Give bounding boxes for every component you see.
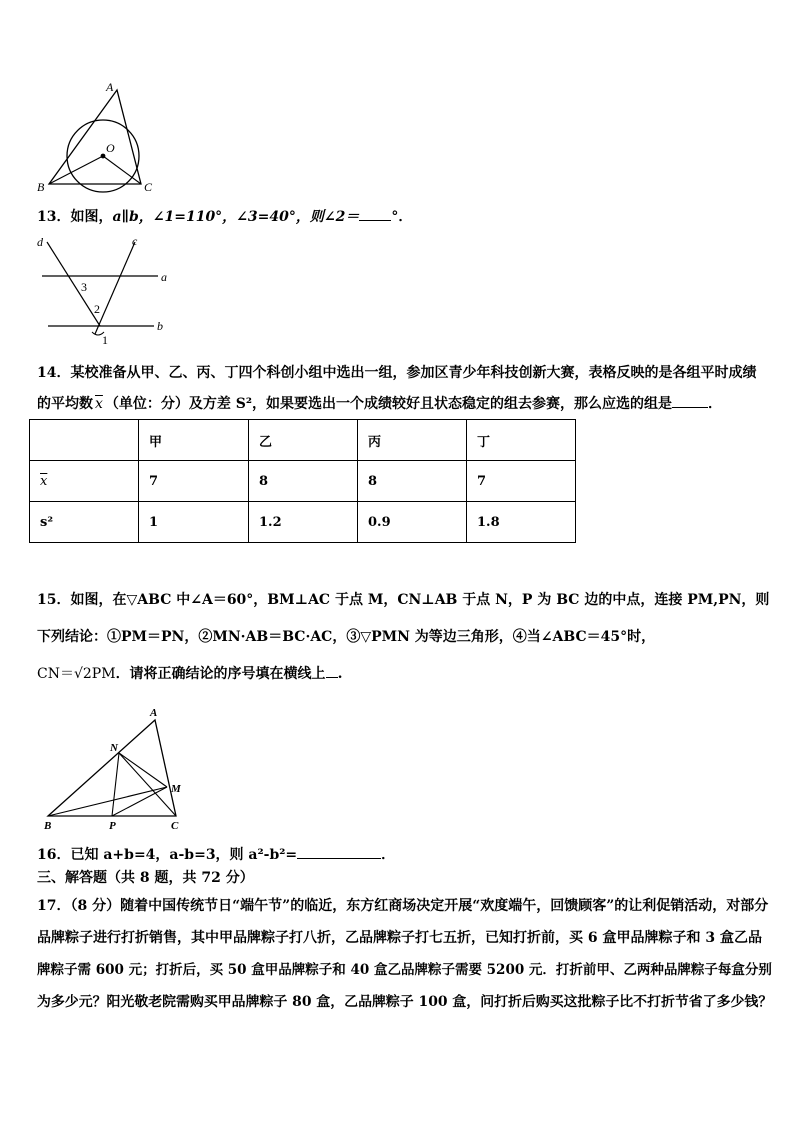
q16-suffix: ．: [381, 847, 396, 863]
table-row-variance: [30, 502, 576, 543]
question-15-line2: 下列结论：①PM＝PN，②MN·AB＝BC·AC，③▽PMN 为等边三角形，④当∠ABC＝45°时，: [37, 629, 656, 645]
table-cell: 1.8: [467, 502, 576, 543]
label-b: B: [44, 820, 52, 832]
label-c: C: [171, 820, 179, 832]
q14-answer-blank[interactable]: [672, 393, 708, 408]
table-header-yi: 乙: [249, 420, 358, 461]
q13-suffix: °．: [391, 209, 413, 225]
label-d: d: [37, 235, 43, 249]
q16-answer-blank[interactable]: [297, 844, 381, 859]
question-13: [37, 206, 412, 227]
center-dot: [101, 154, 106, 159]
line-c: [95, 242, 135, 334]
question-15-line3: [37, 663, 342, 684]
table-cell: 1: [139, 502, 249, 543]
label-b: B: [37, 180, 45, 194]
label-c-line: c: [132, 234, 138, 248]
label-2: 2: [94, 302, 100, 316]
question-17-line1: 17．（8 分）随着中国传统节日“端午节”的临近，东方红商场决定开展“欢度端午，回馈顾客”的让利促销活动，对部分: [37, 898, 769, 914]
label-a: A: [106, 80, 114, 94]
label-3: 3: [81, 280, 87, 294]
q16-text: 16．已知 a+b=4，a-b=3，则 a²-b²=: [37, 847, 298, 863]
q13-answer-blank[interactable]: [359, 206, 391, 221]
q14-line2-start: 的平均数: [37, 396, 93, 412]
triangle-outline: [48, 720, 176, 816]
table-cell: 7: [139, 461, 249, 502]
table-header-jia: 甲: [139, 420, 249, 461]
label-m: M: [171, 783, 181, 795]
q14-line2-end: ．: [708, 396, 723, 412]
label-b-line: b: [157, 319, 163, 333]
table-cell: 7: [467, 461, 576, 502]
table-header-bing: 丙: [358, 420, 467, 461]
label-a: A: [150, 707, 158, 719]
variance-label: s²: [30, 502, 139, 543]
question-17-line3: 牌粽子需 600 元；打折后，买 50 盒甲品牌粽子和 40 盒乙品牌粽子需要 5200 元．打折前甲、乙两种品牌粽子每盒分别: [37, 962, 772, 978]
q13-body: a∥b，∠1=110°，∠3=40°，则∠2＝: [112, 209, 360, 225]
mean-label: [30, 461, 139, 502]
q15-line3-mid: ．请将正确结论的序号填在横线上: [115, 666, 326, 682]
question-17-line2: 品牌粽子进行打折销售，其中甲品牌粽子打八折，乙品牌粽子打七五折，已知打折前，买 6 盒甲品牌粽子和 3 盒乙品: [37, 930, 762, 946]
table-cell: 8: [358, 461, 467, 502]
segment-cn: [119, 753, 176, 816]
label-o: O: [106, 141, 115, 155]
scores-table: [29, 419, 576, 543]
q13-prefix: 13．如图，: [37, 209, 113, 225]
triangle-abc-figure: [40, 704, 188, 836]
xbar-symbol: $\overline{x}$: [95, 396, 103, 412]
segment-bm: [48, 787, 167, 816]
table-cell: 1.2: [249, 502, 358, 543]
label-c: C: [144, 180, 153, 194]
question-17-line4: 为多少元？阳光敬老院需购买甲品牌粽子 80 盒，乙品牌粽子 100 盒，问打折后购买这批粽子比不打折节省了多少钱？: [37, 994, 773, 1010]
triangle-abc: [49, 90, 141, 184]
label-n: N: [110, 742, 118, 754]
question-16: [37, 844, 395, 865]
table-header-row: [30, 420, 576, 461]
circle-triangle-figure: [34, 78, 158, 196]
table-cell: 8: [249, 461, 358, 502]
sqrt-expression: √2PM: [73, 666, 116, 682]
q14-line2-mid: （单位：分）及方差 S²，如果要选出一个成绩较好且状态稳定的组去参赛，那么应选的组是: [104, 396, 673, 412]
q15-answer-blank[interactable]: [326, 663, 338, 678]
xbar-symbol-table: $\overline{x}$: [40, 473, 48, 489]
table-cell: 0.9: [358, 502, 467, 543]
label-a-line: a: [161, 270, 167, 284]
segment-pn: [112, 753, 119, 816]
table-cell: [30, 420, 139, 461]
segment-pm: [112, 787, 167, 816]
parallel-lines-figure: [34, 232, 174, 350]
table-header-ding: 丁: [467, 420, 576, 461]
table-row-mean: [30, 461, 576, 502]
label-1: 1: [102, 333, 108, 347]
q15-line3-end: .: [337, 666, 343, 682]
question-14-line1: 14．某校准备从甲、乙、丙、丁四个科创小组中选出一组，参加区青少年科技创新大赛，表格反映的是各组平时成绩: [37, 365, 757, 381]
q15-line3-start: CN＝: [37, 666, 74, 682]
segment-nm: [119, 753, 167, 787]
question-15-line1: 15．如图，在▽ABC 中∠A＝60°，BM⊥AC 于点 M，CN⊥AB 于点 N，P 为 BC 边的中点，连接 PM,PN，则: [37, 592, 770, 608]
section-heading: 三、解答题（共 8 题，共 72 分）: [37, 870, 254, 886]
line-d: [47, 242, 100, 326]
question-14-line2: [37, 393, 722, 414]
label-p: P: [109, 820, 116, 832]
